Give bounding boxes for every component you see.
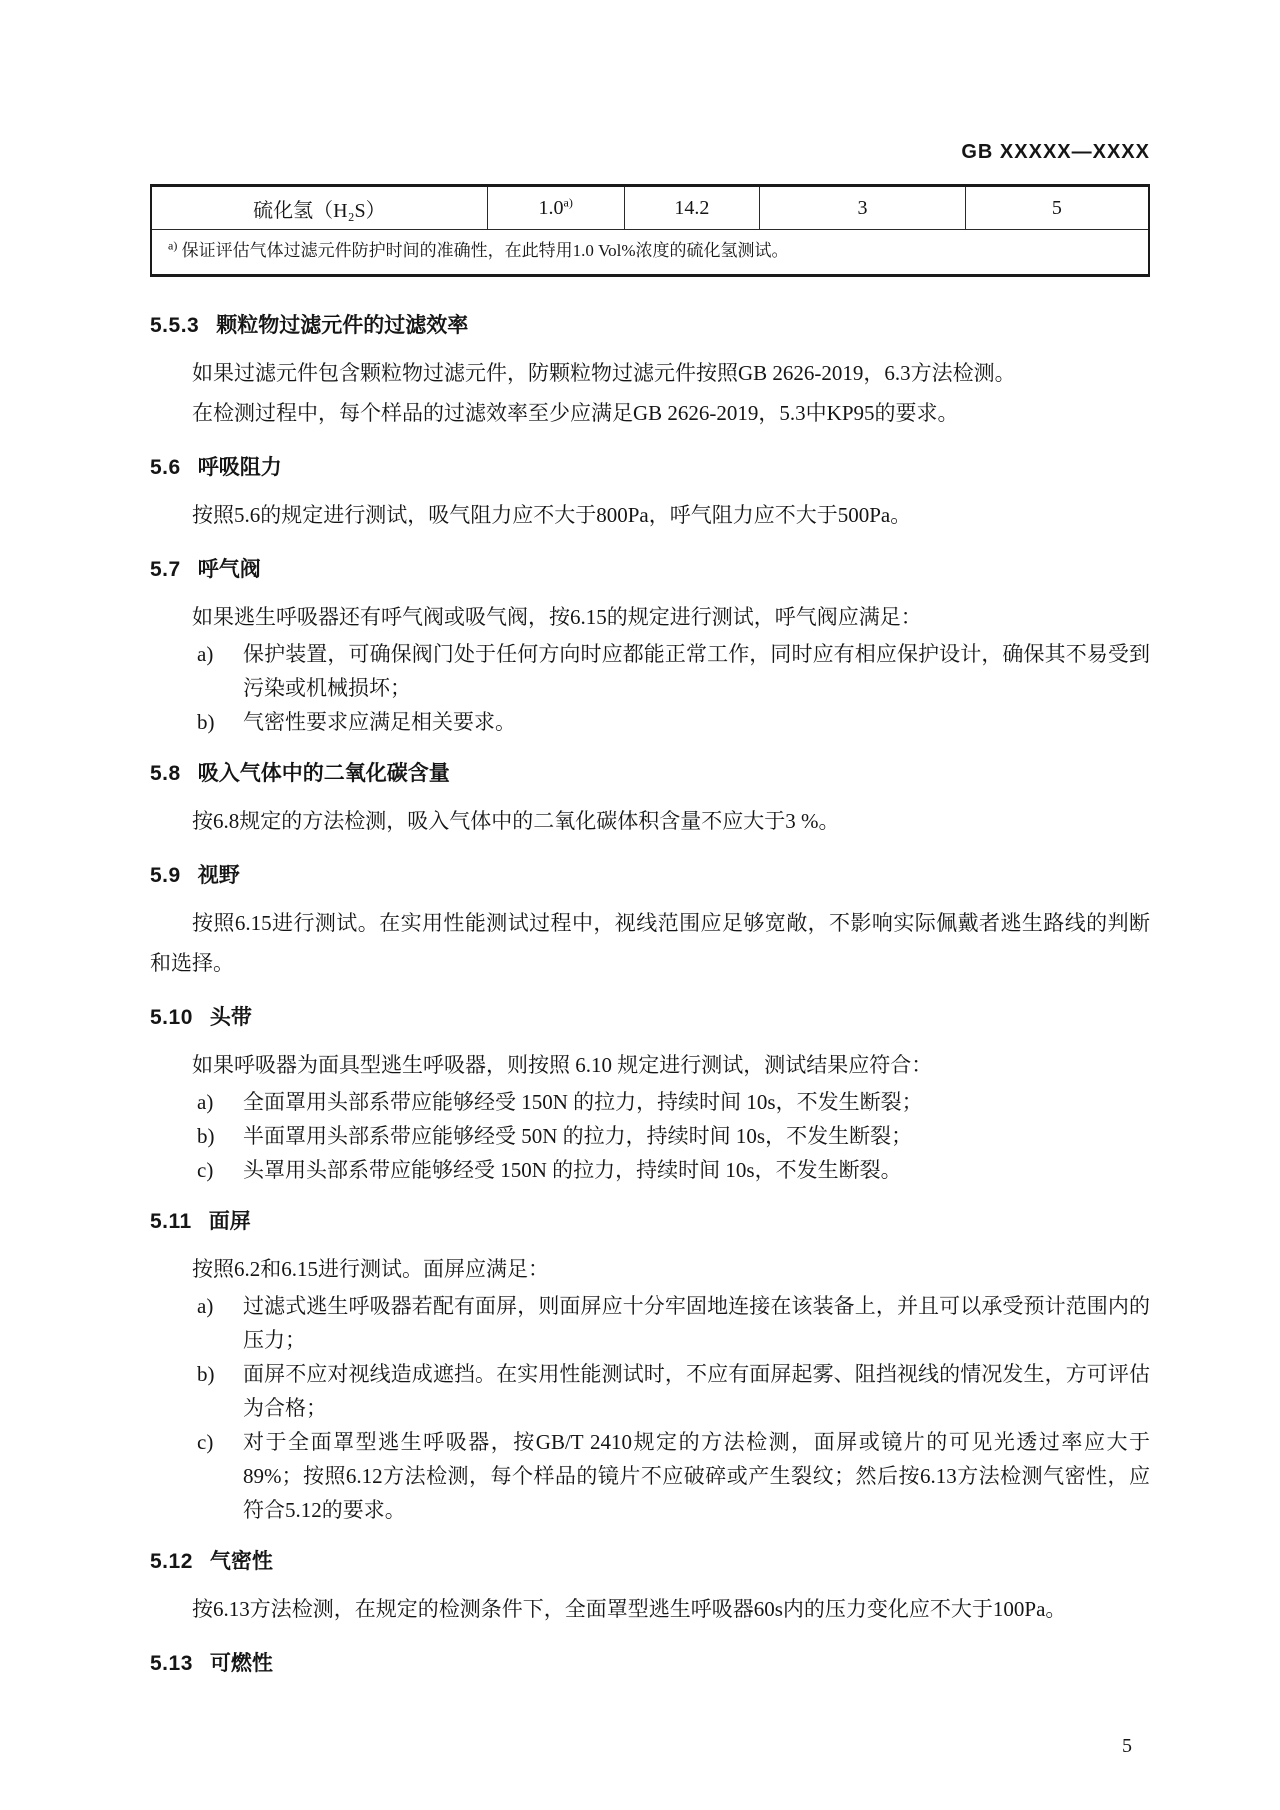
paragraph: 按照6.2和6.15进行测试。面屏应满足： [192,1257,549,1281]
section-5-11 [150,1207,1150,1527]
list-item [150,1085,1150,1119]
paragraph: 如果过滤元件包含颗粒物过滤元件，防颗粒物过滤元件按照GB 2626-2019，6.3方法检测。 [192,361,1016,385]
list-marker: b) [197,710,215,734]
list-marker: c) [197,1158,214,1182]
paragraph: 如果呼吸器为面具型逃生呼吸器，则按照 6.10 规定进行测试，测试结果应符合： [192,1053,933,1077]
section-title: 气密性 [209,1550,273,1573]
section-heading [150,1547,1150,1577]
section-5-8 [150,759,1150,841]
section-number: 5.5.3 [150,314,200,337]
list [150,1085,1150,1187]
section-heading [150,1003,1150,1033]
list-item [150,1119,1150,1153]
paragraph: 如果逃生呼吸器还有呼气阀或吸气阀，按6.15的规定进行测试，呼气阀应满足： [192,605,922,629]
section-5-5-3 [150,311,1150,433]
gas-concentration-table [150,184,1150,277]
section-title: 可燃性 [209,1652,273,1675]
table-footnote-cell [151,230,1149,276]
footnote-text: 保证评估气体过滤元件防护时间的准确性，在此特用1.0 Vol%浓度的硫化氢测试。 [181,241,789,260]
list-marker: a) [197,1090,214,1114]
section-heading [150,1207,1150,1237]
list-item [150,1153,1150,1187]
value-cell [965,186,1149,230]
section-5-12 [150,1547,1150,1629]
list-marker: b) [197,1124,215,1148]
table-row [151,186,1149,230]
list-item [150,1357,1150,1425]
section-number: 5.11 [150,1210,192,1233]
list-marker: b) [197,1362,215,1386]
section-5-6 [150,453,1150,535]
gas-name-cell [151,186,487,230]
list-item-text: 保护装置，可确保阀门处于任何方向时应都能正常工作，同时应有相应保护设计，确保其不易受到污染或机械损坏； [243,642,1150,700]
page-number: 5 [1122,1735,1132,1757]
section-title: 视野 [197,864,240,887]
section-number: 5.8 [150,762,181,785]
paragraph: 按照6.15进行测试。在实用性能测试过程中，视线范围应足够宽敞，不影响实际佩戴者逃生路线的判断和选择。 [150,911,1150,975]
list-item [150,705,1150,739]
section-title: 颗粒物过滤元件的过滤效率 [216,314,469,337]
section-number: 5.12 [150,1550,193,1573]
list-item-text: 半面罩用头部系带应能够经受 50N 的拉力，持续时间 10s，不发生断裂； [243,1124,913,1148]
section-heading [150,861,1150,891]
list-item-text: 对于全面罩型逃生呼吸器，按GB/T 2410规定的方法检测，面屏或镜片的可见光透过率应大于89%；按照6.12方法检测，每个样品的镜片不应破碎或产生裂纹；然后按6.13方法检测气密性，应符合5.12的要求。 [243,1430,1150,1522]
section-heading [150,311,1150,341]
section-5-9 [150,861,1150,983]
section-heading [150,555,1150,585]
section-heading [150,453,1150,483]
standard-number: GB XXXXX—XXXX [961,141,1150,163]
section-title: 呼气阀 [197,558,261,581]
list-marker: a) [197,1294,214,1318]
list-item-text: 气密性要求应满足相关要求。 [243,710,516,734]
value-cell [624,186,760,230]
cell-value: 5 [1051,196,1062,219]
list-item-text: 过滤式逃生呼吸器若配有面屏，则面屏应十分牢固地连接在该装备上，并且可以承受预计范围内的压力； [243,1294,1150,1352]
list-item [150,1289,1150,1357]
section-5-7 [150,555,1150,739]
list-item-text: 头罩用头部系带应能够经受 150N 的拉力，持续时间 10s，不发生断裂。 [243,1158,902,1182]
list [150,637,1150,739]
list-marker: c) [197,1430,214,1454]
section-title: 吸入气体中的二氧化碳含量 [197,762,450,785]
section-number: 5.6 [150,456,181,479]
paragraph: 按6.13方法检测，在规定的检测条件下，全面罩型逃生呼吸器60s内的压力变化应不大于100Pa。 [192,1597,1067,1621]
section-number: 5.9 [150,864,181,887]
list-item [150,1425,1150,1527]
footnote-marker: a) [563,194,573,209]
paragraph: 按照5.6的规定进行测试，吸气阻力应不大于800Pa，呼气阻力应不大于500Pa。 [192,503,912,527]
list-item [150,637,1150,705]
section-5-10 [150,1003,1150,1187]
list [150,1289,1150,1527]
section-title: 头带 [209,1006,252,1029]
footnote-marker: a) [168,238,178,253]
gas-name: 硫化氢（H₂S） [253,199,386,222]
table-footnote-row [151,230,1149,276]
concentration-value: 1.0 [538,196,564,219]
section-5-13 [150,1649,1150,1679]
section-number: 5.10 [150,1006,193,1029]
section-heading [150,759,1150,789]
list-item-text: 面屏不应对视线造成遮挡。在实用性能测试时，不应有面屏起雾、阻挡视线的情况发生，方可评估为合格； [243,1362,1150,1420]
paragraph: 在检测过程中，每个样品的过滤效率至少应满足GB 2626-2019，5.3中KP95的要求。 [192,401,959,425]
section-number: 5.7 [150,558,181,581]
cell-value: 3 [857,196,868,219]
section-number: 5.13 [150,1652,193,1675]
list-marker: a) [197,642,214,666]
paragraph: 按6.8规定的方法检测，吸入气体中的二氧化碳体积含量不应大于3 %。 [192,809,840,833]
section-heading [150,1649,1150,1679]
cell-value: 14.2 [674,196,710,219]
section-title: 呼吸阻力 [197,456,282,479]
concentration-cell [487,186,624,230]
section-title: 面屏 [208,1210,251,1233]
value-cell [760,186,966,230]
list-item-text: 全面罩用头部系带应能够经受 150N 的拉力，持续时间 10s，不发生断裂； [243,1090,923,1114]
